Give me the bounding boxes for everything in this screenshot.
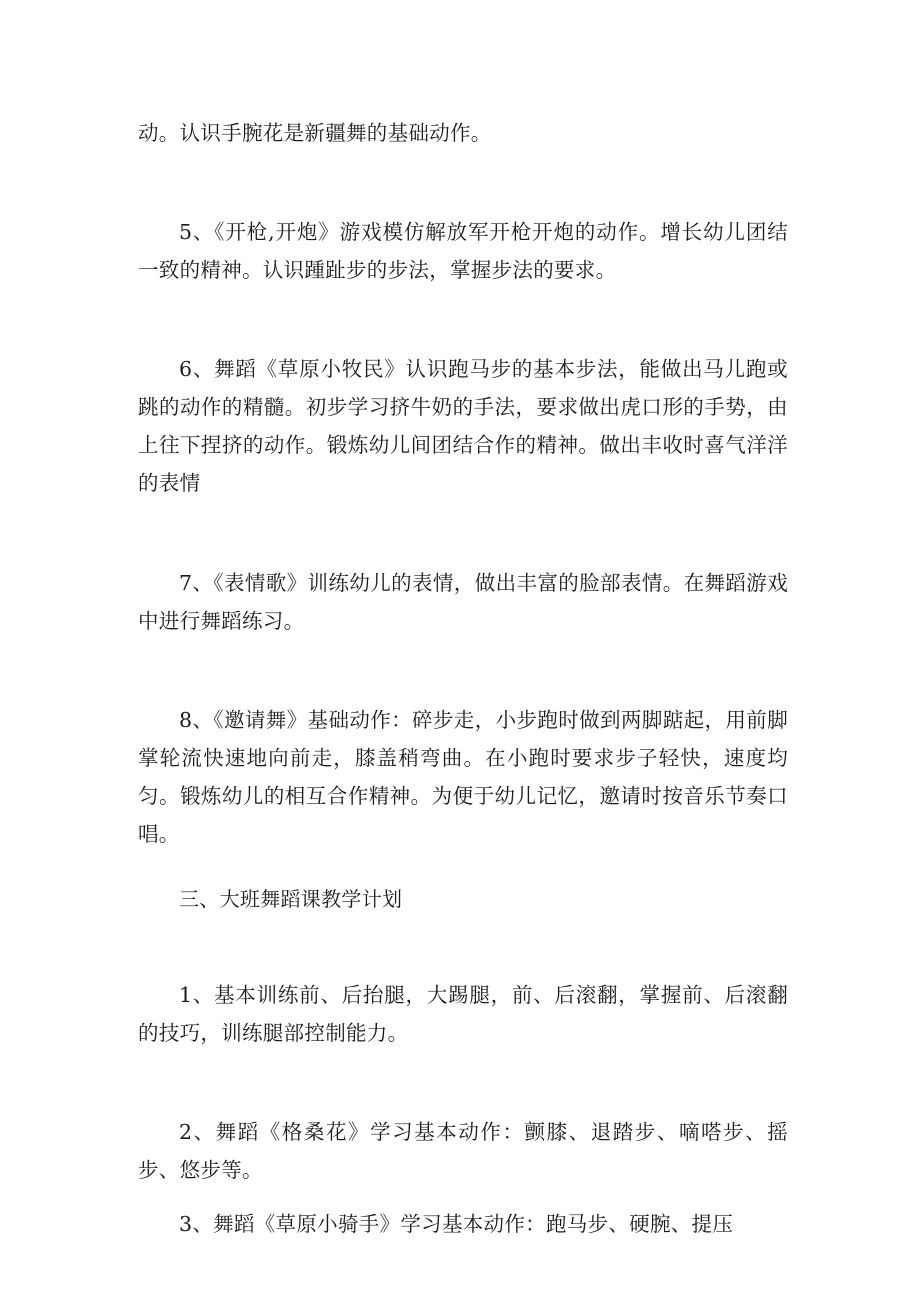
paragraph-item-5: 5、《开枪,开炮》游戏模仿解放军开枪开炮的动作。增长幼儿团结一致的精神。认识踵趾步的步法，掌握步法的要求。 xyxy=(138,220,788,282)
paragraph-continuation: 动。认识手腕花是新疆舞的基础动作。 xyxy=(138,121,492,145)
paragraph-section3-item-2: 2、舞蹈《格桑花》学习基本动作：颤膝、退踏步、嘀嗒步、摇步、悠步等。 xyxy=(138,1120,788,1182)
paragraph-item-8: 8、《邀请舞》基础动作：碎步走，小步跑时做到两脚踮起，用前脚掌轮流快速地向前走，膝盖稍弯曲。在小跑时要求步子轻快，速度均匀。锻炼幼儿的相互合作精神。为便于幼儿记忆，邀请时按音乐节奏口唱。 xyxy=(138,708,788,846)
section-heading: 三、大班舞蹈课教学计划 xyxy=(179,887,403,911)
paragraph-section3-item-3: 3、舞蹈《草原小骑手》学习基本动作：跑马步、硬腕、提压 xyxy=(179,1212,734,1236)
paragraph-item-6: 6、舞蹈《草原小牧民》认识跑马步的基本步法，能做出马儿跑或跳的动作的精髓。初步学习挤牛奶的手法，要求做出虎口形的手势，由上往下捏挤的动作。锻炼幼儿间团结合作的精神。做出丰收时喜气洋洋的表情 xyxy=(138,357,788,495)
paragraph-item-7: 7、《表情歌》训练幼儿的表情，做出丰富的脸部表情。在舞蹈游戏中进行舞蹈练习。 xyxy=(138,571,788,633)
paragraph-section3-item-1: 1、基本训练前、后抬腿，大踢腿，前、后滚翻，掌握前、后滚翻的技巧，训练腿部控制能力。 xyxy=(138,983,788,1045)
